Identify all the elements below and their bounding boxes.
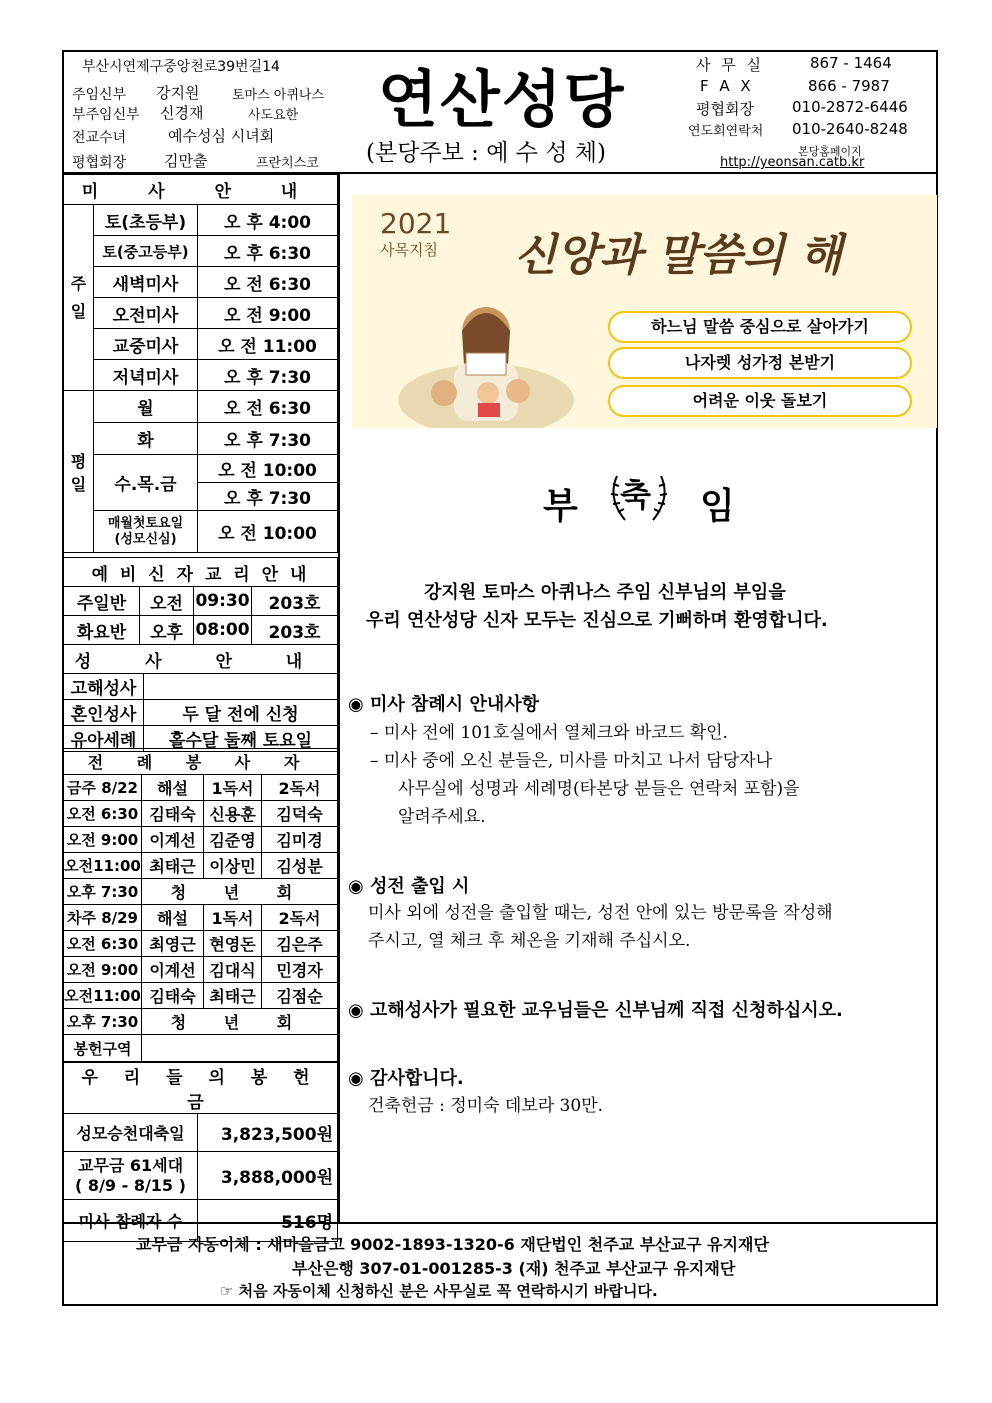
server-name: 신용훈 xyxy=(204,801,262,827)
mass-name: 새벽미사 xyxy=(94,267,198,298)
holy-family-illustration xyxy=(396,295,576,428)
staff-role: 전교수녀 xyxy=(72,130,127,146)
mass-name-sub: (성모신심) xyxy=(114,531,177,547)
mass-name: 토(중고등부) xyxy=(94,236,198,267)
celebration-right: 임 xyxy=(700,486,735,527)
server-time: 오전 6:30 xyxy=(64,801,142,827)
class-name: 주일반 xyxy=(64,587,140,616)
banner-headline: 신앙과 말씀의 해 xyxy=(514,230,843,281)
mass-time: 오 후 4:00 xyxy=(198,205,338,236)
offerings-title: 우 리 들 의 봉 헌 금 xyxy=(64,1063,338,1114)
mass-name: 수.목.금 xyxy=(94,455,198,511)
mass-name: 매월첫토요일 xyxy=(107,515,184,531)
sacrament-info: 홀수달 둘째 토요일 xyxy=(144,726,338,752)
staff-baptismal: 프란치스코 xyxy=(256,156,319,171)
sunday-label: 주일 xyxy=(64,205,94,391)
notice-line: 주시고, 열 체크 후 체온을 기재해 주십시오. xyxy=(368,931,691,951)
server-time: 오후 7:30 xyxy=(64,879,142,905)
server-name: 이계선 xyxy=(142,827,204,853)
theme-pill: 나자렛 성가정 본받기 xyxy=(608,347,912,379)
role-header: 2독서 xyxy=(262,775,338,801)
server-name: 김미경 xyxy=(262,827,338,853)
server-time: 오전11:00 xyxy=(64,983,142,1009)
sacrament-info: 두 달 전에 신청 xyxy=(144,700,338,726)
celebration-center: 축 xyxy=(620,476,651,514)
server-name: 김태숙 xyxy=(142,801,204,827)
staff-baptismal: 사도요한 xyxy=(248,108,299,123)
celebration-line-2: 우리 연산성당 신자 모두는 진심으로 기뻐하며 환영합니다. xyxy=(366,610,828,631)
homepage-label: 본당홈페이지 xyxy=(798,145,862,158)
column-divider xyxy=(338,172,340,1222)
server-name: 김점순 xyxy=(262,983,338,1009)
offering-value: 516명 xyxy=(198,1200,338,1242)
server-name: 김은주 xyxy=(262,931,338,957)
class-time: 09:30 xyxy=(194,587,252,616)
offering-value: 3,823,500원 xyxy=(198,1114,338,1152)
server-time: 오전11:00 xyxy=(64,853,142,879)
server-name: 김성분 xyxy=(262,853,338,879)
parish-title: 연산성당 xyxy=(378,63,626,136)
staff-name: 신경재 xyxy=(160,104,204,122)
week-label: 금주 8/22 xyxy=(64,775,142,801)
theme-pill: 어려운 이웃 돌보기 xyxy=(608,385,912,417)
notice-title: ◉ 성전 출입 시 xyxy=(348,876,470,897)
offering-value: 3,888,000원 xyxy=(198,1152,338,1200)
server-name: 현영돈 xyxy=(204,931,262,957)
notice-line: 미사 외에 성전을 출입할 때는, 성전 안에 있는 방문록을 작성해 xyxy=(368,903,833,923)
class-ampm: 오후 xyxy=(140,616,194,645)
mass-time: 오 전 9:00 xyxy=(198,298,338,329)
banner-year: 2021 xyxy=(380,207,452,240)
server-name: 민경자 xyxy=(262,957,338,983)
mass-schedule-table xyxy=(63,174,338,553)
sacraments-title: 성 사 안 내 xyxy=(64,645,338,674)
celebration-left: 부 xyxy=(543,486,578,527)
server-name: 김태숙 xyxy=(142,983,204,1009)
sacraments-table xyxy=(63,644,338,752)
mass-time: 오 전 11:00 xyxy=(198,329,338,360)
mass-name: 화 xyxy=(94,423,198,455)
mass-time: 오 전 6:30 xyxy=(198,391,338,423)
parish-address: 부산시연제구중앙천로39번길14 xyxy=(82,59,280,75)
server-time: 오전 6:30 xyxy=(64,931,142,957)
staff-name: 예수성심 시녀회 xyxy=(168,127,275,145)
role-header: 2독서 xyxy=(262,905,338,931)
server-name: 이상민 xyxy=(204,853,262,879)
notice-line: 알려주세요. xyxy=(398,807,486,827)
contact-value: 010-2640-8248 xyxy=(792,120,908,138)
notice-title: ◉ 미사 참례시 안내사항 xyxy=(348,694,539,715)
pastoral-theme-banner xyxy=(352,195,937,428)
offerings-table xyxy=(63,1062,338,1242)
server-name: 김덕숙 xyxy=(262,801,338,827)
mass-name: 교중미사 xyxy=(94,329,198,360)
role-header: 해설 xyxy=(142,775,204,801)
mass-time: 오 후 6:30 xyxy=(198,236,338,267)
sacrament-name: 혼인성사 xyxy=(64,700,144,726)
mass-time: 오 후 7:30 xyxy=(198,483,338,511)
homepage-link[interactable]: http://yeonsan.catb.kr xyxy=(720,155,865,170)
catechumen-title: 예 비 신 자 교 리 안 내 xyxy=(64,558,338,587)
staff-name: 강지원 xyxy=(156,84,200,102)
servers-title: 전 례 봉 사 자 xyxy=(64,749,338,775)
mass-name: 토(초등부) xyxy=(94,205,198,236)
footer-line-1: 교무금 자동이체 : 새마을금고 9002-1893-1320-6 재단법인 천주교 부산교구 유지재단 xyxy=(136,1235,769,1254)
class-room: 203호 xyxy=(252,616,338,645)
notice-title: ◉ 감사합니다. xyxy=(348,1068,464,1089)
mass-time: 오 전 6:30 xyxy=(198,267,338,298)
contact-label: F A X xyxy=(700,77,754,95)
staff-baptismal: 토마스 아퀴나스 xyxy=(232,88,325,103)
mass-time: 오 후 7:30 xyxy=(198,360,338,391)
notice-line: 사무실에 성명과 세례명(타본당 분들은 연락처 포함)을 xyxy=(398,779,800,799)
server-name: 김준영 xyxy=(204,827,262,853)
staff-role: 부주임신부 xyxy=(72,107,140,123)
bulletin-subtitle: (본당주보 : 예 수 성 체) xyxy=(366,140,606,166)
contact-label: 연도회연락처 xyxy=(688,124,764,139)
contact-value: 866 - 7987 xyxy=(808,77,890,95)
staff-role: 평협회장 xyxy=(72,155,127,171)
class-ampm: 오전 xyxy=(140,587,194,616)
server-name: 김대식 xyxy=(204,957,262,983)
banner-year-sub: 사목지침 xyxy=(380,241,438,259)
server-name: 최태근 xyxy=(142,853,204,879)
week-label: 차주 8/29 xyxy=(64,905,142,931)
class-time: 08:00 xyxy=(194,616,252,645)
server-name: 최태근 xyxy=(204,983,262,1009)
footer-line-2: 부산은행 307-01-001285-3 (재) 천주교 부산교구 유지재단 xyxy=(292,1259,736,1278)
class-room: 203호 xyxy=(252,587,338,616)
mass-time: 오 후 7:30 xyxy=(198,423,338,455)
staff-name: 김만출 xyxy=(164,152,208,170)
footer-line-3: ☞ 처음 자동이체 신청하신 분은 사무실로 꼭 연락하시기 바랍니다. xyxy=(220,1282,658,1300)
sacrament-name: 유아세례 xyxy=(64,726,144,752)
offering-district-label: 봉헌구역 xyxy=(64,1035,142,1062)
offering-label: 교무금 61세대 xyxy=(77,1155,184,1175)
notice-line: – 미사 중에 오신 분들은, 미사를 마치고 나서 담당자나 xyxy=(370,751,772,771)
server-time: 오후 7:30 xyxy=(64,1009,142,1035)
role-header: 1독서 xyxy=(204,905,262,931)
mass-time: 오 전 10:00 xyxy=(198,455,338,483)
server-name: 최영근 xyxy=(142,931,204,957)
offering-label: 성모승천대축일 xyxy=(64,1114,198,1152)
celebration-line-1: 강지원 토마스 아퀴나스 주임 신부님의 부임을 xyxy=(424,582,786,603)
mass-time: 오 전 10:00 xyxy=(198,511,338,553)
weekday-label: 평일 xyxy=(64,391,94,553)
role-header: 해설 xyxy=(142,905,204,931)
server-name: 이계선 xyxy=(142,957,204,983)
contact-value: 010-2872-6446 xyxy=(792,98,908,116)
contact-label: 사 무 실 xyxy=(696,56,765,74)
youth-group: 청 년 회 xyxy=(142,1009,338,1035)
mass-title: 미 사 안 내 xyxy=(64,175,338,205)
role-header: 1독서 xyxy=(204,775,262,801)
mass-name: 오전미사 xyxy=(94,298,198,329)
sacrament-name: 고해성사 xyxy=(64,674,144,700)
contact-value: 867 - 1464 xyxy=(810,54,892,72)
servers-table xyxy=(63,748,338,1062)
offering-label-sub: ( 8/9 - 8/15 ) xyxy=(75,1175,186,1195)
offering-label: 미사 참례자 수 xyxy=(64,1200,198,1242)
contact-label: 평협회장 xyxy=(696,100,754,118)
notice-line: – 미사 전에 101호실에서 열체크와 바코드 확인. xyxy=(370,723,728,743)
server-time: 오전 9:00 xyxy=(64,827,142,853)
notice-line: 건축헌금 : 정미숙 데보라 30만. xyxy=(368,1096,604,1116)
youth-group: 청 년 회 xyxy=(142,879,338,905)
mass-name: 저녁미사 xyxy=(94,360,198,391)
catechumen-table xyxy=(63,557,338,645)
class-name: 화요반 xyxy=(64,616,140,645)
staff-role: 주임신부 xyxy=(72,87,127,103)
mass-name: 월 xyxy=(94,391,198,423)
sacrament-info xyxy=(144,674,338,700)
server-time: 오전 9:00 xyxy=(64,957,142,983)
notice-title: ◉ 고해성사가 필요한 교우님들은 신부님께 직접 신청하십시오. xyxy=(348,1000,843,1021)
theme-pill: 하느님 말씀 중심으로 살아가기 xyxy=(608,311,912,343)
